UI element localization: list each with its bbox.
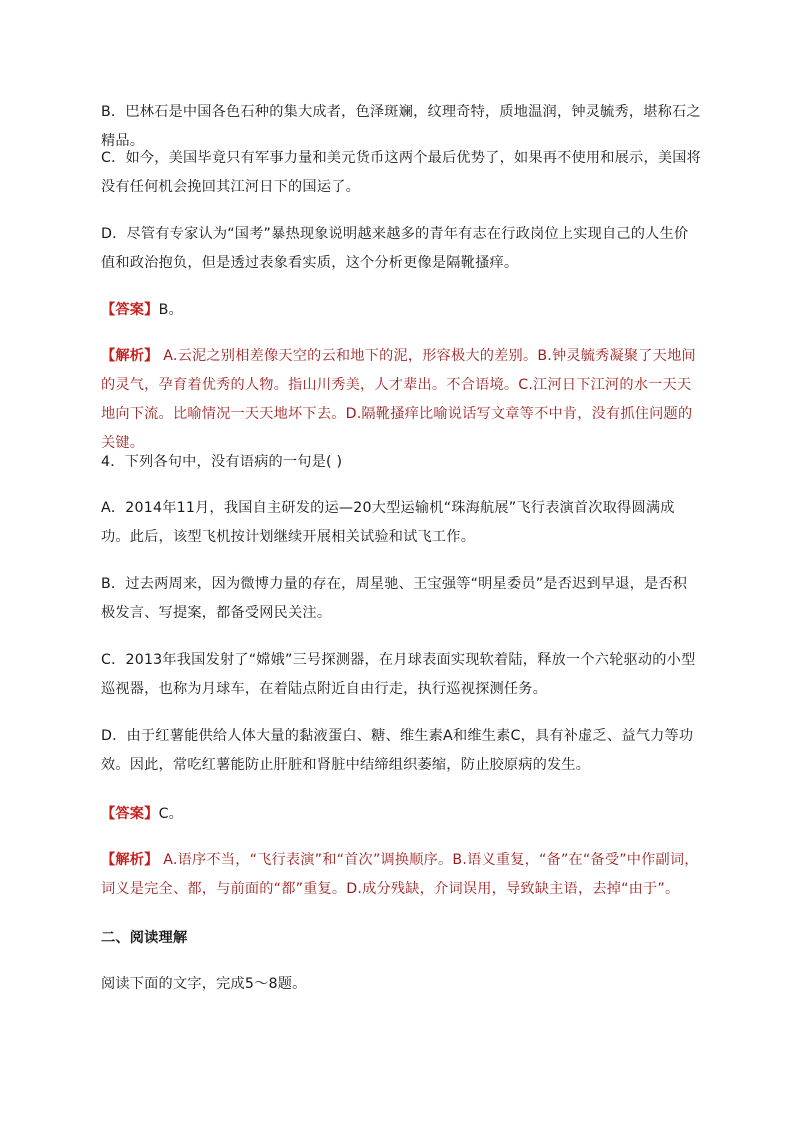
q3-option-c: C．如今，美国毕竟只有军事力量和美元货币这两个最后优势了，如果再不使用和展示，美国将没有任何机会挽回其江河日下的国运了。 (101, 150, 701, 195)
answer-value: B。 (158, 302, 183, 318)
section-title: 二、阅读理解 (101, 930, 188, 946)
q4-option-a: A．2014年11月，我国自主研发的运—20大型运输机“珠海航展”飞行表演首次取得圆满成功。此后，该型飞机按计划继续开展相关试验和试飞工作。 (101, 500, 675, 545)
q4-option-c: C．2013年我国发射了“嫦娥”三号探测器，在月球表面实现软着陆，释放一个六轮驱动的小型巡视器，也称为月球车，在着陆点附近自由行走，执行巡视探测任务。 (101, 652, 696, 697)
answer-label: 【答案】 (101, 806, 159, 822)
q4-analysis (101, 846, 701, 904)
analysis-text: A.语序不当，“飞行表演”和“首次”调换顺序。B.语义重复，“备”在“备受”中作副词，词义是完全、都，与前面的“都”重复。D.成分残缺，介词误用，导致缺主语，去掉“由于”。 (101, 852, 699, 897)
answer-label: 【答案】 (101, 302, 159, 318)
answer-value: C。 (158, 806, 184, 822)
q3-option-d: D．尽管有专家认为“国考”暴热现象说明越来越多的青年有志在行政岗位上实现自己的人生价值和政治抱负，但是透过表象看实质，这个分析更像是隔靴搔痒。 (101, 226, 689, 271)
q3-option-b: B．巴林石是中国各色石种的集大成者，色泽斑斓，纹理奇特，质地温润，钟灵毓秀，堪称石之精品。 (101, 104, 701, 149)
q3-answer (101, 296, 701, 325)
analysis-label: 【解析】 (101, 852, 159, 868)
q4-stem: 4．下列各句中，没有语病的一句是( ) (101, 454, 343, 470)
analysis-label: 【解析】 (101, 348, 159, 364)
q4-answer (101, 800, 701, 829)
q4-option-b: B．过去两周来，因为微博力量的存在，周星驰、王宝强等“明星委员”是否迟到早退，是否积极发言、写提案，都备受网民关注。 (101, 576, 688, 621)
q3-analysis (101, 342, 701, 458)
q4-option-d: D．由于红薯能供给人体大量的黏液蛋白、糖、维生素A和维生素C，具有补虚乏、益气力等功效。因此，常吃红薯能防止肝脏和肾脏中结缔组织萎缩，防止胶原病的发生。 (101, 728, 694, 773)
section-instruction: 阅读下面的文字，完成5～8题。 (101, 976, 307, 992)
analysis-text: A.云泥之别相差像天空的云和地下的泥，形容极大的差别。B.钟灵毓秀凝聚了天地间的灵气，孕育着优秀的人物。指山川秀美，人才辈出。不合语境。C.江河日下江河的水一天天地向下流。比喻情况一天天地坏下去。D.隔靴搔痒比喻说话写文章等不中肯，没有抓住问题的关键。 (101, 348, 696, 451)
